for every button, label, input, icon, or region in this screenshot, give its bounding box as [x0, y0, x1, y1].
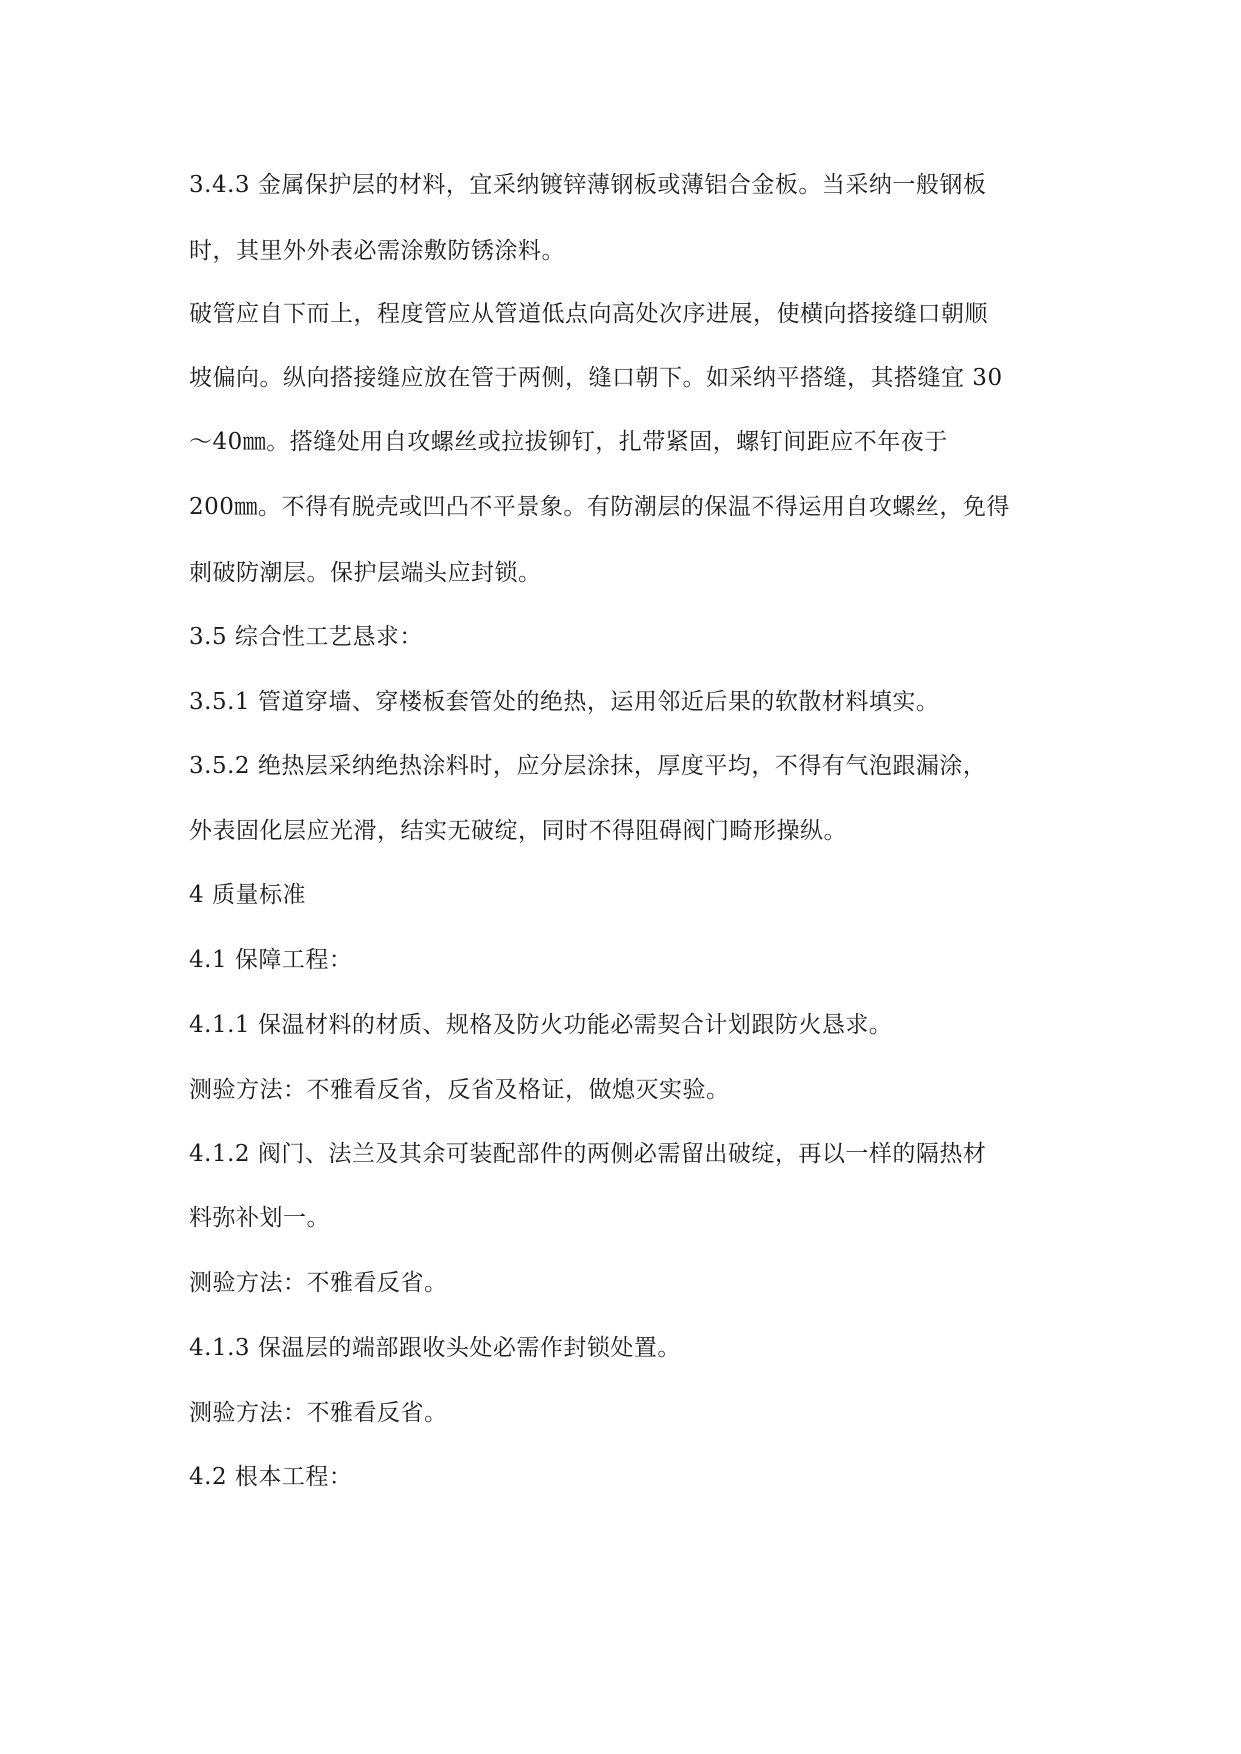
paragraph-protection-line-4: 200㎜。不得有脱壳或凹凸不平景象。有防潮层的保温不得运用自攻螺丝，免得	[189, 494, 1010, 520]
paragraph-4-1-2-line-2: 料弥补划一。	[189, 1205, 330, 1231]
paragraph-4-1-2-line-1: 4.1.2 阀门、法兰及其余可装配部件的两侧必需留出破绽，再以一样的隔热材	[189, 1141, 987, 1167]
inspection-method-4-1-1: 测验方法：不雅看反省，反省及格证，做熄灭实验。	[189, 1077, 730, 1103]
paragraph-protection-line-1: 破管应自下而上，程度管应从管道低点向高处次序进展，使横向搭接缝口朝顺	[189, 301, 988, 327]
heading-4: 4 质量标准	[189, 882, 306, 908]
paragraph-3-5-1: 3.5.1 管道穿墙、穿楼板套管处的绝热，运用邻近后果的软散材料填实。	[189, 689, 940, 715]
paragraph-3-4-3-line-2: 时，其里外外表必需涂敷防锈涂料。	[189, 238, 565, 264]
paragraph-protection-line-3: ～40㎜。搭缝处用自攻螺丝或拉拔铆钉，扎带紧固，螺钉间距应不年夜于	[189, 429, 948, 455]
paragraph-3-5-2-line-1: 3.5.2 绝热层采纳绝热涂料时，应分层涂抹，厚度平均，不得有气泡跟漏涂，	[189, 753, 987, 779]
paragraph-3-5-2-line-2: 外表固化层应光滑，结实无破绽，同时不得阻碍阀门畸形操纵。	[189, 818, 847, 844]
inspection-method-4-1-3: 测验方法：不雅看反省。	[189, 1400, 448, 1426]
inspection-method-4-1-2: 测验方法：不雅看反省。	[189, 1270, 448, 1296]
paragraph-3-4-3-line-1: 3.4.3 金属保护层的材料，宜采纳镀锌薄钢板或薄铝合金板。当采纳一般钢板	[189, 172, 987, 198]
heading-3-5: 3.5 综合性工艺恳求：	[189, 624, 423, 650]
heading-4-2: 4.2 根本工程：	[189, 1464, 353, 1490]
paragraph-protection-line-5: 刺破防潮层。保护层端头应封锁。	[189, 560, 542, 586]
paragraph-4-1-3: 4.1.3 保温层的端部跟收头处必需作封锁处置。	[189, 1335, 681, 1361]
paragraph-4-1-1: 4.1.1 保温材料的材质、规格及防火功能必需契合计划跟防火恳求。	[189, 1012, 893, 1038]
paragraph-protection-line-2: 坡偏向。纵向搭接缝应放在管于两侧，缝口朝下。如采纳平搭缝，其搭缝宜 30	[189, 365, 1003, 391]
heading-4-1: 4.1 保障工程：	[189, 947, 353, 973]
